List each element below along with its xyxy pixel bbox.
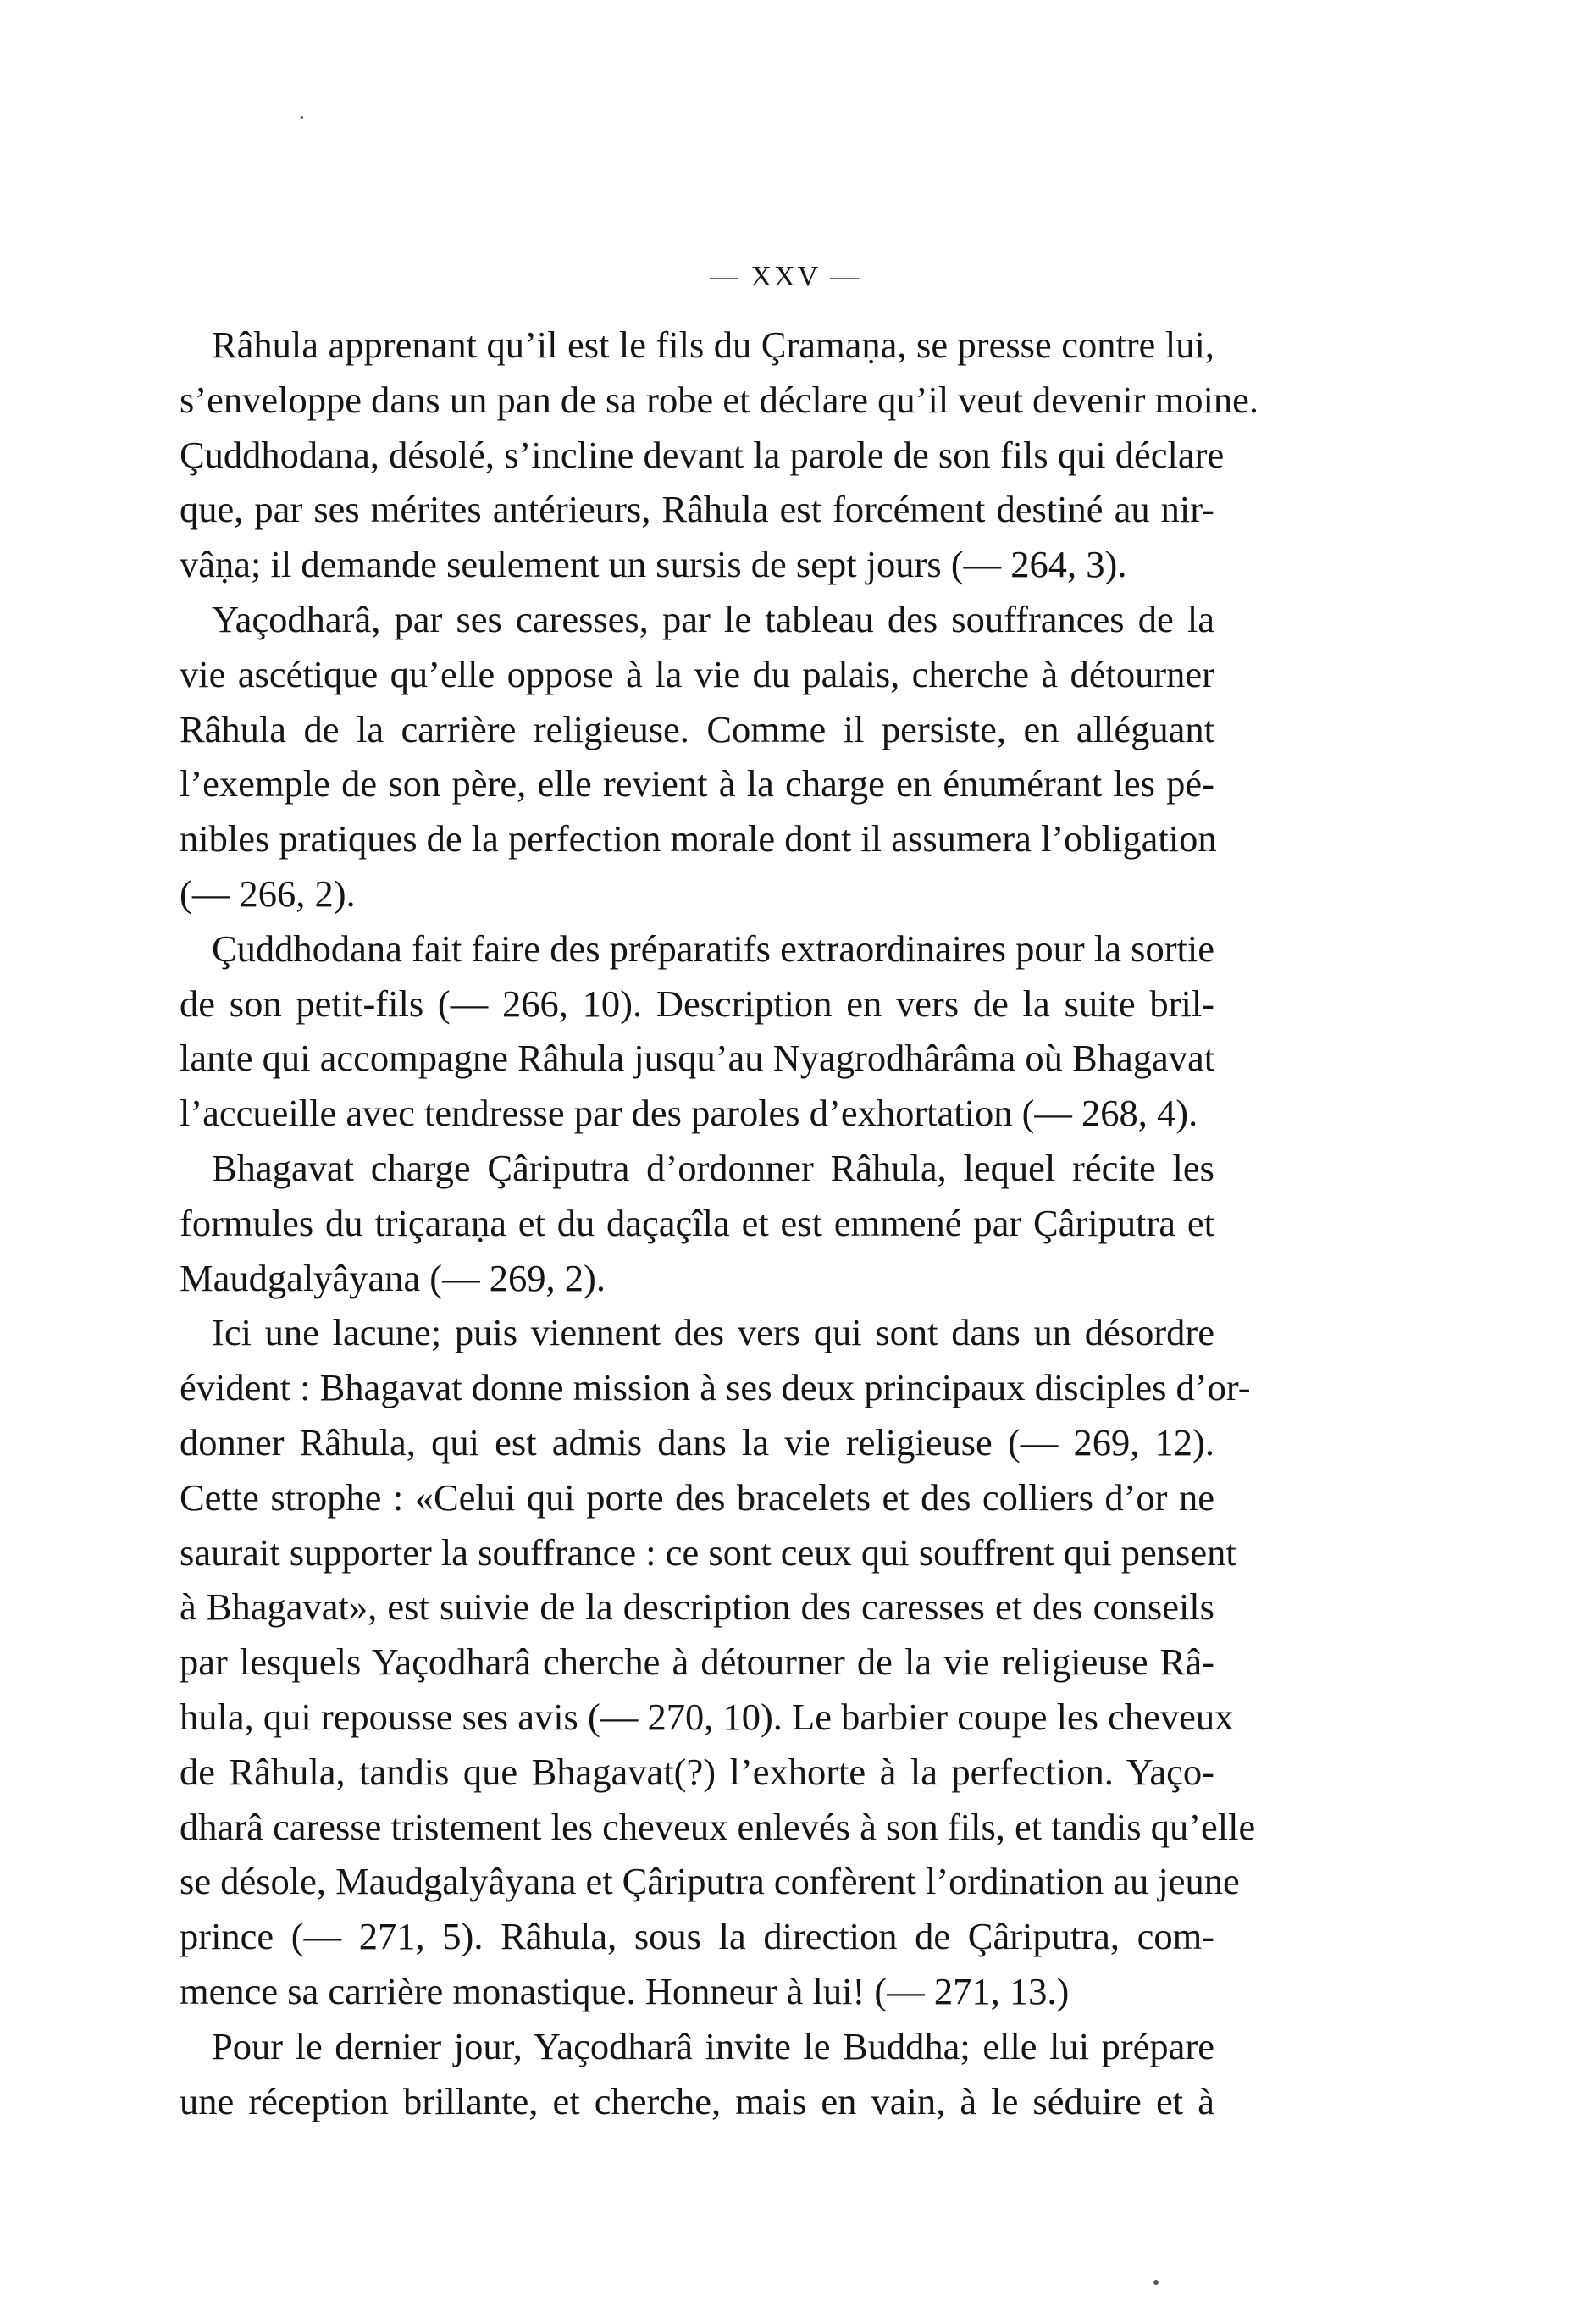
text-line: formules du triçaraṇa et du daçaçîla et est emmené par Çâriputra et [180, 1201, 1214, 1244]
paper-speck [301, 116, 303, 119]
text-line: que, par ses mérites antérieurs, Râhula est forcément destiné au nir- [180, 488, 1214, 531]
text-line: de son petit-fils (— 266, 10). Description en vers de la suite bril- [180, 982, 1214, 1025]
paragraph [180, 2019, 1214, 2129]
text-line: Bhagavat charge Çâriputra d’ordonner Râhula, lequel récite les [212, 1146, 1214, 1189]
paper-speck [1153, 2280, 1159, 2285]
text-line: à Bhagavat», est suivie de la description des caresses et des conseils [180, 1585, 1214, 1629]
text-line: se désole, Maudgalyâyana et Çâriputra confèrent l’ordination au jeune [180, 1860, 1240, 1903]
text-line: Çuddhodana, désolé, s’incline devant la parole de son fils qui déclare [180, 433, 1225, 476]
text-line: (— 266, 2). [180, 872, 356, 915]
text-line: hula, qui repousse ses avis (— 270, 10). Le barbier coupe les cheveux [180, 1695, 1234, 1738]
text-line: de Râhula, tandis que Bhagavat(?) l’exhorte à la perfection. Yaço- [180, 1750, 1214, 1793]
text-line: Çuddhodana fait faire des préparatifs extraordinaires pour la sortie [212, 927, 1214, 970]
text-line: s’enveloppe dans un pan de sa robe et déclare qu’il veut devenir moine. [180, 378, 1258, 421]
text-line: évident : Bhagavat donne mission à ses deux principaux disciples d’or- [180, 1366, 1251, 1409]
text-line: Pour le dernier jour, Yaçodharâ invite le Buddha; elle lui prépare [212, 2024, 1214, 2067]
paragraph [180, 1141, 1214, 1305]
text-line: mence sa carrière monastique. Honneur à lui! (— 271, 13.) [180, 1969, 1070, 2012]
text-line: nibles pratiques de la perfection morale dont il assumera l’obligation [180, 817, 1217, 860]
text-line: saurait supporter la souffrance : ce sont ceux qui souffrent qui pensent [180, 1530, 1236, 1574]
text-line: l’accueille avec tendresse par des paroles d’exhortation (— 268, 4). [180, 1092, 1198, 1135]
text-line: une réception brillante, et cherche, mais en vain, à le séduire et à [180, 2079, 1214, 2122]
text-line: par lesquels Yaçodharâ cherche à détourner de la vie religieuse Râ- [180, 1641, 1214, 1684]
text-line: Yaçodharâ, par ses caresses, par le tableau des souffrances de la [212, 597, 1214, 640]
text-line: Râhula apprenant qu’il est le fils du Çramaṇa, se presse contre lui, [212, 324, 1214, 366]
text-line: prince (— 271, 5). Râhula, sous la direction de Çâriputra, com- [180, 1915, 1214, 1958]
text-line: donner Râhula, qui est admis dans la vie religieuse (— 269, 12). [180, 1420, 1214, 1464]
text-line: Râhula de la carrière religieuse. Comme il persiste, en alléguant [180, 707, 1214, 750]
text-line: dharâ caresse tristement les cheveux enlevés à son fils, et tandis qu’elle [180, 1805, 1256, 1848]
page-number: — XXV — [709, 261, 862, 292]
text-line: lante qui accompagne Râhula jusqu’au Nyagrodhârâma où Bhagavat [180, 1037, 1215, 1080]
paragraph [180, 318, 1258, 592]
text-line: Maudgalyâyana (— 269, 2). [180, 1256, 606, 1299]
text-line: l’exemple de son père, elle revient à la charge en énumérant les pé- [180, 762, 1214, 805]
paragraph [180, 921, 1214, 1141]
text-line: vâṇa; il demande seulement un sursis de sept jours (— 264, 3). [180, 543, 1127, 586]
text-line: vie ascétique qu’elle oppose à la vie du palais, cherche à détourner [180, 652, 1214, 695]
text-line: Cette strophe : «Celui qui porte des bracelets et des colliers d’or ne [180, 1475, 1214, 1519]
paragraph [180, 592, 1217, 921]
text-line: Ici une lacune; puis viennent des vers qui sont dans un désordre [212, 1311, 1214, 1354]
body-text [180, 318, 1258, 2128]
paragraph [180, 1305, 1256, 2018]
